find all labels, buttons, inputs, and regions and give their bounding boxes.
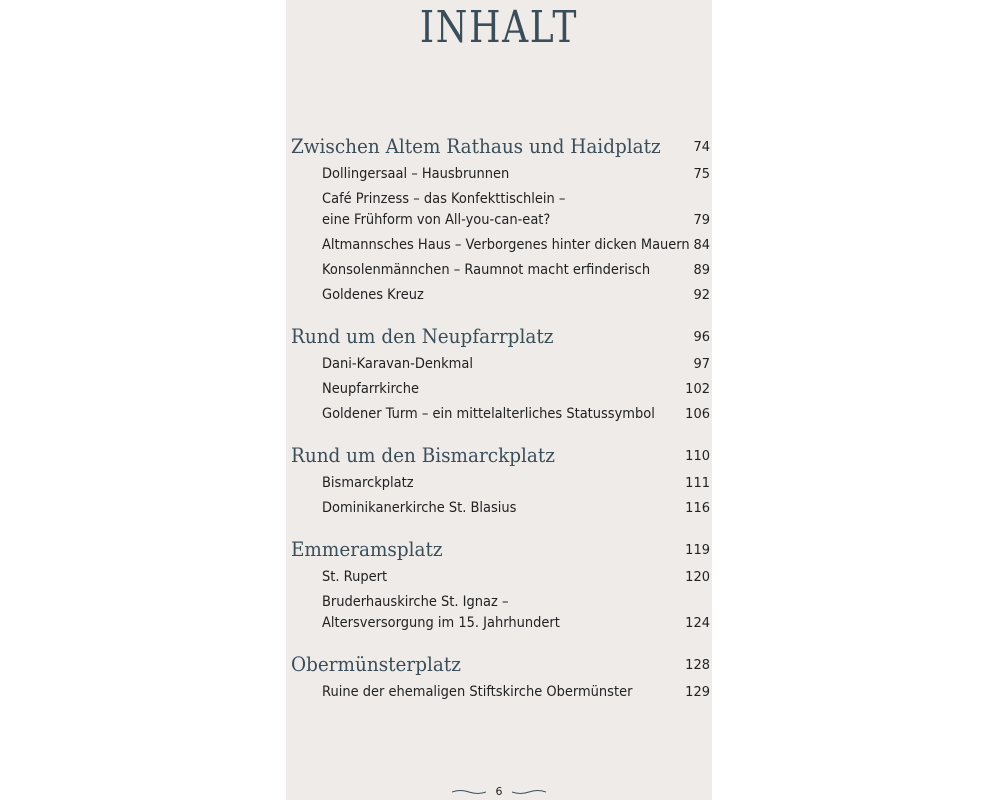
page-title: INHALT bbox=[419, 2, 579, 53]
toc-entry bbox=[291, 404, 710, 425]
section-title: Obermünsterplatz bbox=[291, 652, 461, 676]
page-number: 6 bbox=[495, 785, 503, 798]
toc-section bbox=[291, 537, 710, 634]
toc-section bbox=[291, 443, 710, 519]
section-page-number: 128 bbox=[685, 658, 710, 673]
entry-page-number: 97 bbox=[693, 357, 710, 372]
entry-page-number: 84 bbox=[693, 238, 710, 253]
section-page-number: 74 bbox=[693, 140, 710, 155]
entry-page-number: 106 bbox=[685, 407, 710, 422]
section-title: Rund um den Bismarckplatz bbox=[291, 443, 555, 467]
page-footer bbox=[286, 785, 712, 798]
toc-section bbox=[291, 324, 710, 425]
entry-title: Goldenes Kreuz bbox=[322, 287, 424, 303]
toc-section bbox=[291, 134, 710, 306]
toc-entry bbox=[291, 682, 710, 703]
section-title: Rund um den Neupfarrplatz bbox=[291, 324, 554, 348]
entry-title: Dollingersaal – Hausbrunnen bbox=[322, 166, 510, 182]
entry-page-number: 75 bbox=[693, 167, 710, 182]
entry-title: Café Prinzess – das Konfekttischlein – bbox=[322, 191, 566, 207]
section-title: Zwischen Altem Rathaus und Haidplatz bbox=[291, 134, 661, 158]
section-heading bbox=[291, 324, 710, 354]
toc-entry bbox=[291, 567, 710, 588]
entry-title: Altmannsches Haus – Verborgenes hinter dicken Mauern bbox=[322, 237, 690, 253]
toc-entry bbox=[291, 285, 710, 306]
entry-title: Dani-Karavan-Denkmal bbox=[322, 356, 473, 372]
entry-title: Bruderhauskirche St. Ignaz – bbox=[322, 594, 509, 610]
toc-entry bbox=[291, 260, 710, 281]
entry-page-number: 116 bbox=[685, 501, 710, 516]
entry-title: Altersversorgung im 15. Jahrhundert bbox=[322, 615, 560, 631]
toc-entry bbox=[291, 498, 710, 519]
section-heading bbox=[291, 443, 710, 473]
entry-title: St. Rupert bbox=[322, 569, 388, 585]
entry-title: eine Frühform von All-you-can-eat? bbox=[322, 212, 551, 228]
entry-title: Dominikanerkirche St. Blasius bbox=[322, 500, 517, 516]
left-ornament-icon bbox=[452, 789, 486, 795]
toc-section bbox=[291, 652, 710, 703]
toc-entry bbox=[291, 379, 710, 400]
section-page-number: 96 bbox=[693, 330, 710, 345]
section-title: Emmeramsplatz bbox=[291, 537, 443, 561]
entry-title: Ruine der ehemaligen Stiftskirche Obermünster bbox=[322, 684, 633, 700]
entry-title: Goldener Turm – ein mittelalterliches Statussymbol bbox=[322, 406, 655, 422]
table-of-contents bbox=[291, 134, 710, 721]
section-heading bbox=[291, 537, 710, 567]
toc-entry bbox=[291, 592, 710, 634]
entry-page-number: 102 bbox=[685, 382, 710, 397]
toc-entry bbox=[291, 473, 710, 494]
right-ornament-icon bbox=[512, 789, 546, 795]
section-heading bbox=[291, 652, 710, 682]
entry-page-number: 111 bbox=[685, 476, 710, 491]
entry-title: Bismarckplatz bbox=[322, 475, 414, 491]
entry-page-number: 89 bbox=[693, 263, 710, 278]
entry-page-number: 92 bbox=[693, 288, 710, 303]
toc-entry bbox=[291, 164, 710, 185]
section-heading bbox=[291, 134, 710, 164]
entry-page-number: 124 bbox=[685, 616, 710, 631]
entry-page-number: 129 bbox=[685, 685, 710, 700]
toc-entry bbox=[291, 189, 710, 231]
entry-page-number: 120 bbox=[685, 570, 710, 585]
toc-entry bbox=[291, 354, 710, 375]
entry-page-number: 79 bbox=[693, 213, 710, 228]
entry-title: Konsolenmännchen – Raumnot macht erfinderisch bbox=[322, 262, 651, 278]
section-page-number: 110 bbox=[685, 449, 710, 464]
toc-entry bbox=[291, 235, 710, 256]
section-page-number: 119 bbox=[685, 543, 710, 558]
entry-title: Neupfarrkirche bbox=[322, 381, 419, 397]
book-page bbox=[286, 0, 712, 800]
